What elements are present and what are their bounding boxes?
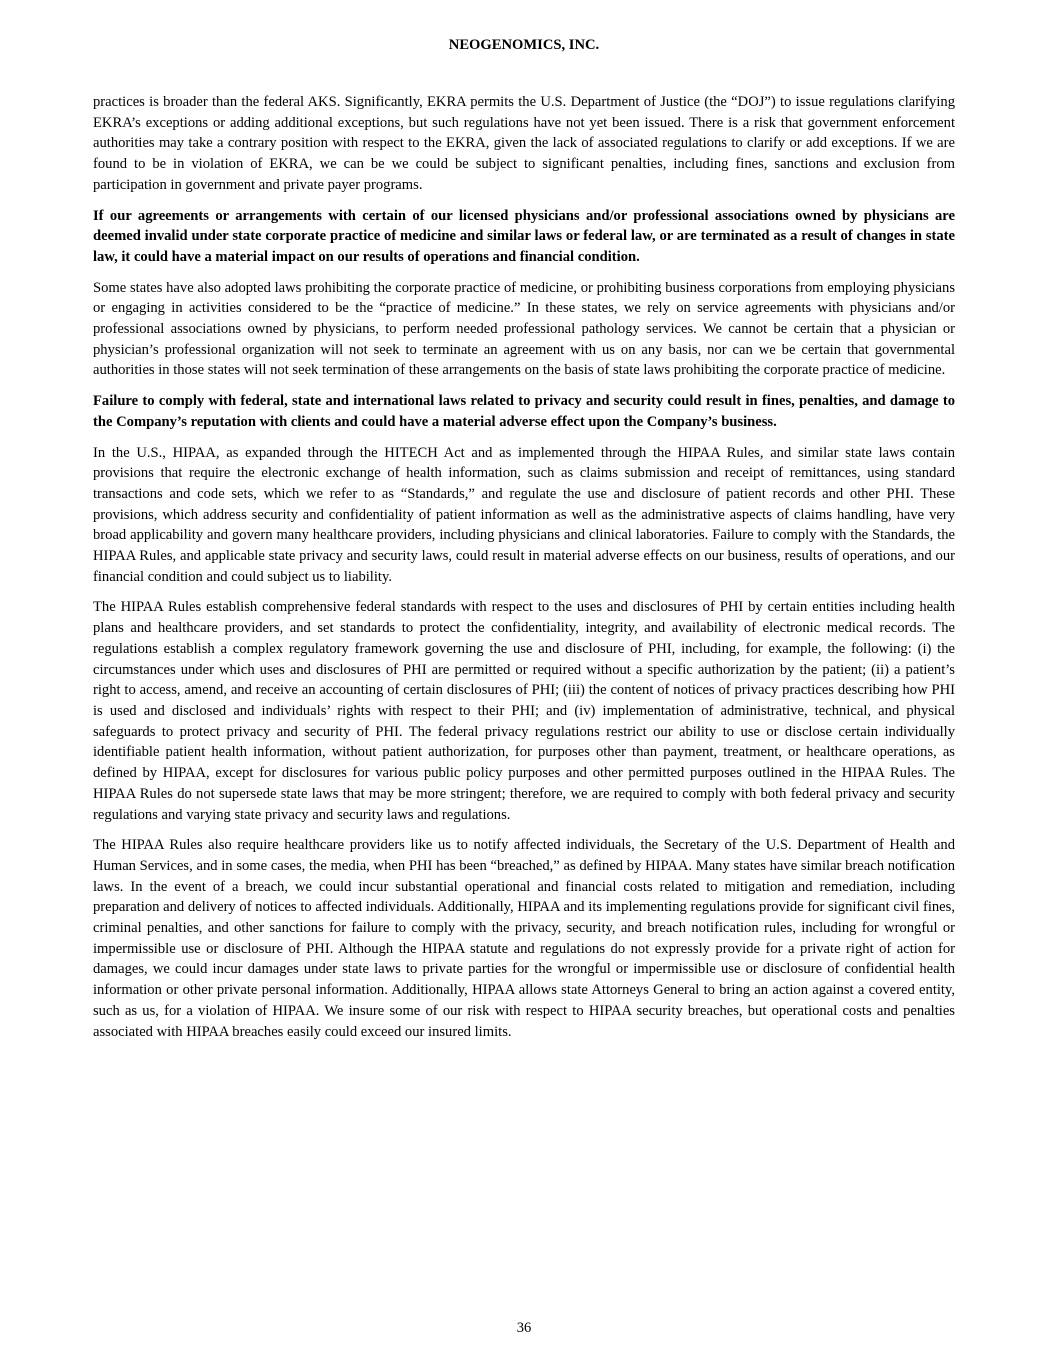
page-number: 36 xyxy=(516,1320,532,1336)
page-header: NEOGENOMICS, INC. xyxy=(448,37,600,53)
body-paragraph: practices is broader than the federal AKS. Significantly, EKRA permits the U.S. Department of Justice (the “DOJ”) to issue regulations clarifying EKRA’s exceptions or adding additional exceptions, but such regulations have not yet been issued. There is a risk that government enforcement authorities may take a contrary position with respect to the EKRA, given the lack of associated regulations to clarify or add exceptions. If we are found to be in violation of EKRA, we can be we could be subject to significant penalties, including fines, sanctions and exclusion from participation in government and private payer programs. xyxy=(93,94,955,193)
body-paragraph: Some states have also adopted laws prohibiting the corporate practice of medicine, or prohibiting business corporations from employing physicians or engaging in activities considered to be the “practice of medicine.” In these states, we rely on service agreements with physicians and/or professional associations owned by physicians, to perform needed professional pathology services. We cannot be certain that a physician or physician’s professional organization will not seek to terminate an agreement with us on any basis, nor can we be certain that governmental authorities in those states will not seek termination of these arrangements on the basis of state laws prohibiting the corporate practice of medicine. xyxy=(93,279,955,379)
body-paragraph: The HIPAA Rules establish comprehensive federal standards with respect to the uses and disclosures of PHI by certain entities including health plans and healthcare providers, and set standards to protect the confidentiality, integrity, and availability of electronic medical records. The regulations establish a complex regulatory framework governing the use and disclosure of PHI, including, for example, the following: (i) the circumstances under which uses and disclosures of PHI are permitted or required without a specific authorization by the patient; (ii) a patient’s right to access, amend, and receive an accounting of certain disclosures of PHI; (iii) the content of notices of privacy practices describing how PHI is used and disclosed and individuals’ rights with respect to their PHI; and (iv) implementation of administrative, technical, and physical safeguards to protect privacy and security of PHI. The federal privacy regulations restrict our ability to use or disclose certain individually identifiable patient health information, without patient authorization, for purposes other than payment, treatment, or healthcare operations, as defined by HIPAA, except for disclosures for various public policy purposes and other permitted purposes outlined in the HIPAA Rules. The HIPAA Rules do not supersede state laws that may be more stringent; therefore, we are required to comply with both federal privacy and security regulations and varying state privacy and security laws and regulations. xyxy=(93,599,955,823)
document-body xyxy=(93,92,955,1052)
body-paragraph: In the U.S., HIPAA, as expanded through the HITECH Act and as implemented through the HIPAA Rules, and similar state laws contain provisions that require the electronic exchange of health information, such as claims submission and receipt of remittances, using standard transactions and code sets, which we refer to as “Standards,” and regulate the use and disclosure of patient records and other PHI. These provisions, which address security and confidentiality of patient information as well as the administrative aspects of claims handling, have very broad applicability and govern many healthcare providers, including physicians and clinical laboratories. Failure to comply with the Standards, the HIPAA Rules, and applicable state privacy and security laws, could result in material adverse effects on our business, results of operations, and our financial condition and could subject us to liability. xyxy=(93,444,955,585)
body-paragraph: The HIPAA Rules also require healthcare providers like us to notify affected individuals, the Secretary of the U.S. Department of Health and Human Services, and in some cases, the media, when PHI has been “breached,” as defined by HIPAA. Many states have similar breach notification laws. In the event of a breach, we could incur substantial operational and financial costs related to mitigation and remediation, including preparation and delivery of notices to affected individuals. Additionally, HIPAA and its implementing regulations provide for significant civil fines, criminal penalties, and other sanctions for failure to comply with the privacy, security, and breach notification rules, including for wrongful or impermissible use or disclosure of PHI. Although the HIPAA statute and regulations do not expressly provide for a private right of action for damages, we could incur damages under state laws to private parties for the wrongful or impermissible use or disclosure of confidential health information or other private personal information. Additionally, HIPAA allows state Attorneys General to bring an action against a covered entity, such as us, for a violation of HIPAA. We insure some of our risk with respect to HIPAA security breaches, but operational costs and penalties associated with HIPAA breaches easily could exceed our insured limits. xyxy=(93,837,955,1040)
risk-factor-heading: If our agreements or arrangements with certain of our licensed physicians and/or professional associations owned by physicians are deemed invalid under state corporate practice of medicine and similar laws or federal law, or are terminated as a result of changes in state law, it could have a material impact on our results of operations and financial condition. xyxy=(93,207,955,265)
risk-factor-heading: Failure to comply with federal, state and international laws related to privacy and security could result in fines, penalties, and damage to the Company’s reputation with clients and could have a material adverse effect upon the Company’s business. xyxy=(93,393,955,430)
